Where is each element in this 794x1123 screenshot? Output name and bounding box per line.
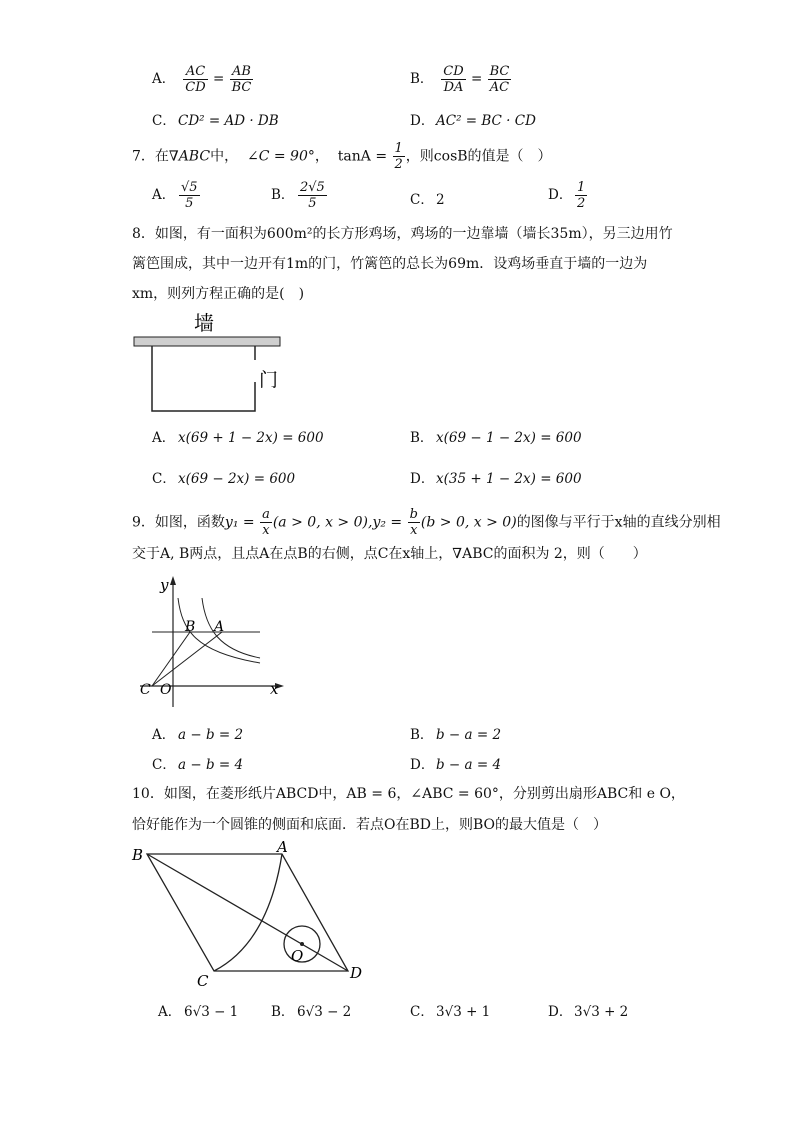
wall bbox=[134, 337, 280, 346]
x-axis-label: x bbox=[270, 680, 279, 698]
fraction: $\frac{1}{2}$ bbox=[577, 180, 586, 211]
q6-option-c[interactable] bbox=[152, 109, 279, 129]
q6-option-b[interactable]: B． $\frac{CD}{DA}$ = $\frac{BC}{AC}$ bbox=[410, 64, 510, 95]
curve-y1 bbox=[202, 598, 260, 658]
point-o-label: O bbox=[291, 947, 304, 965]
option-label: B． bbox=[410, 430, 434, 446]
origin-label: O bbox=[160, 682, 172, 698]
option-text: x(35 + 1 − 2x) = 600 bbox=[436, 471, 582, 487]
option-text: 6√3 − 2 bbox=[297, 1004, 352, 1020]
option-label: A． bbox=[158, 1004, 182, 1020]
q8-option-d[interactable] bbox=[410, 467, 582, 487]
q8-stem-line1: 8．如图，有一面积为600m²的长方形鸡场，鸡场的一边靠墙（墙长35m），另三边用竹 bbox=[132, 226, 673, 242]
option-label: D． bbox=[410, 113, 435, 129]
option-text: a − b = 4 bbox=[178, 757, 244, 773]
option-label: A． bbox=[152, 727, 176, 743]
q8-option-b[interactable] bbox=[410, 426, 582, 446]
option-text: 3√3 + 1 bbox=[436, 1004, 491, 1020]
option-label: C． bbox=[410, 1004, 434, 1020]
fraction: $\frac{b}{x}$ bbox=[409, 507, 418, 538]
option-text: 2 bbox=[436, 192, 445, 208]
q7-stem: 7．在∇ABC中， ∠C = 90°， tanA = $\frac{1}{2}$ ，则cosB的值是（ ） bbox=[132, 141, 552, 172]
fraction: $\frac{1}{2}$ bbox=[394, 141, 403, 172]
fraction: $\frac{2√5}{5}$ bbox=[300, 180, 325, 211]
option-text: AC² = BC · CD bbox=[436, 113, 536, 129]
option-label: D． bbox=[410, 757, 435, 773]
y-axis-arrow bbox=[170, 576, 176, 585]
q9-figure bbox=[130, 572, 290, 712]
option-label: B． bbox=[410, 727, 434, 743]
fraction: $\frac{√5}{5}$ bbox=[181, 180, 198, 211]
q8-stem-line2: 篱笆围成，其中一边开有1m的门，竹篱笆的总长为69m．设鸡场垂直于墙的一边为 bbox=[132, 256, 648, 272]
y-axis-label: y bbox=[160, 576, 169, 594]
option-label: B． bbox=[271, 1004, 295, 1020]
option-label: D． bbox=[548, 1004, 573, 1020]
segment-cb bbox=[152, 632, 190, 686]
q8-option-a[interactable] bbox=[152, 426, 324, 446]
q10-stem-line2: 恰好能作为一个圆锥的侧面和底面．若点O在BD上，则BO的最大值是（ ） bbox=[132, 817, 608, 833]
point-c-label: C bbox=[197, 972, 209, 990]
point-a-label: A bbox=[277, 838, 288, 856]
q10-option-b[interactable] bbox=[271, 1000, 351, 1020]
point-a-label: A bbox=[214, 619, 225, 635]
q8-stem-line3: xm，则列方程正确的是( ) bbox=[132, 286, 305, 302]
q6-option-d[interactable] bbox=[410, 109, 536, 129]
point-b-label: B bbox=[185, 619, 196, 635]
q9-option-c[interactable] bbox=[152, 753, 243, 773]
point-c-label: C bbox=[140, 682, 151, 698]
option-text: CD² = AD · DB bbox=[178, 113, 279, 129]
point-d-label: D bbox=[350, 964, 363, 982]
q8-option-c[interactable] bbox=[152, 467, 295, 487]
option-label: C． bbox=[410, 192, 434, 208]
option-label: C． bbox=[152, 471, 176, 487]
q9-option-b[interactable] bbox=[410, 723, 501, 743]
fraction: $\frac{CD}{DA}$ bbox=[443, 64, 464, 95]
center-o-dot bbox=[300, 942, 304, 946]
q10-option-a[interactable] bbox=[158, 1000, 238, 1020]
q8-figure bbox=[130, 308, 300, 418]
q9-stem-line2: 交于A, B两点，且点A在点B的右侧，点C在x轴上，∇ABC的面积为 2，则（ ） bbox=[132, 546, 647, 562]
option-text: 3√3 + 2 bbox=[574, 1004, 629, 1020]
q9-option-a[interactable] bbox=[152, 723, 243, 743]
q10-stem-line1: 10．如图，在菱形纸片ABCD中，AB = 6，∠ABC = 60°，分别剪出扇形ABC和 e O， bbox=[132, 786, 685, 802]
fraction: $\frac{AB}{BC}$ bbox=[231, 64, 252, 95]
option-label: A． bbox=[152, 187, 176, 203]
q9-stem-line1: 9．如图，函数y₁ = $\frac{a}{x}$ (a > 0, x > 0),y₂ = $\frac{b}{x}$ (b > 0, x > 0)的图像与平行于x轴的直线分别相 bbox=[132, 507, 721, 538]
option-label: D． bbox=[410, 471, 435, 487]
option-text: b − a = 4 bbox=[436, 757, 502, 773]
fraction: $\frac{a}{x}$ bbox=[262, 507, 270, 538]
option-label: C． bbox=[152, 757, 176, 773]
wall-label: 墙 bbox=[194, 311, 214, 335]
point-b-label: B bbox=[132, 846, 144, 864]
option-label: B． bbox=[271, 187, 295, 203]
option-text: 6√3 − 1 bbox=[184, 1004, 239, 1020]
q10-figure bbox=[130, 838, 370, 990]
q7-option-b[interactable] bbox=[271, 180, 328, 211]
fraction: $\frac{BC}{AC}$ bbox=[489, 64, 510, 95]
door-label: 门 bbox=[259, 369, 279, 391]
fence bbox=[152, 346, 255, 411]
option-text: a − b = 2 bbox=[178, 727, 244, 743]
q9-option-d[interactable] bbox=[410, 753, 501, 773]
fraction: $\frac{AC}{CD}$ bbox=[185, 64, 206, 95]
option-label: C． bbox=[152, 113, 176, 129]
q7-option-a[interactable] bbox=[152, 180, 201, 211]
option-text: b − a = 2 bbox=[436, 727, 502, 743]
q6-option-a[interactable]: A． $\frac{AC}{CD}$ = $\frac{AB}{BC}$ bbox=[152, 64, 252, 95]
q10-option-d[interactable] bbox=[548, 1000, 628, 1020]
option-label: A． bbox=[152, 430, 176, 446]
option-text: x(69 + 1 − 2x) = 600 bbox=[178, 430, 324, 446]
option-text: x(69 − 1 − 2x) = 600 bbox=[436, 430, 582, 446]
q7-option-d[interactable] bbox=[548, 180, 588, 211]
option-label: D． bbox=[548, 187, 573, 203]
segment-ca bbox=[152, 632, 222, 686]
option-label: A． bbox=[152, 71, 176, 87]
q7-option-c[interactable] bbox=[410, 188, 445, 208]
q10-option-c[interactable] bbox=[410, 1000, 490, 1020]
option-text: x(69 − 2x) = 600 bbox=[178, 471, 296, 487]
option-label: B． bbox=[410, 71, 434, 87]
